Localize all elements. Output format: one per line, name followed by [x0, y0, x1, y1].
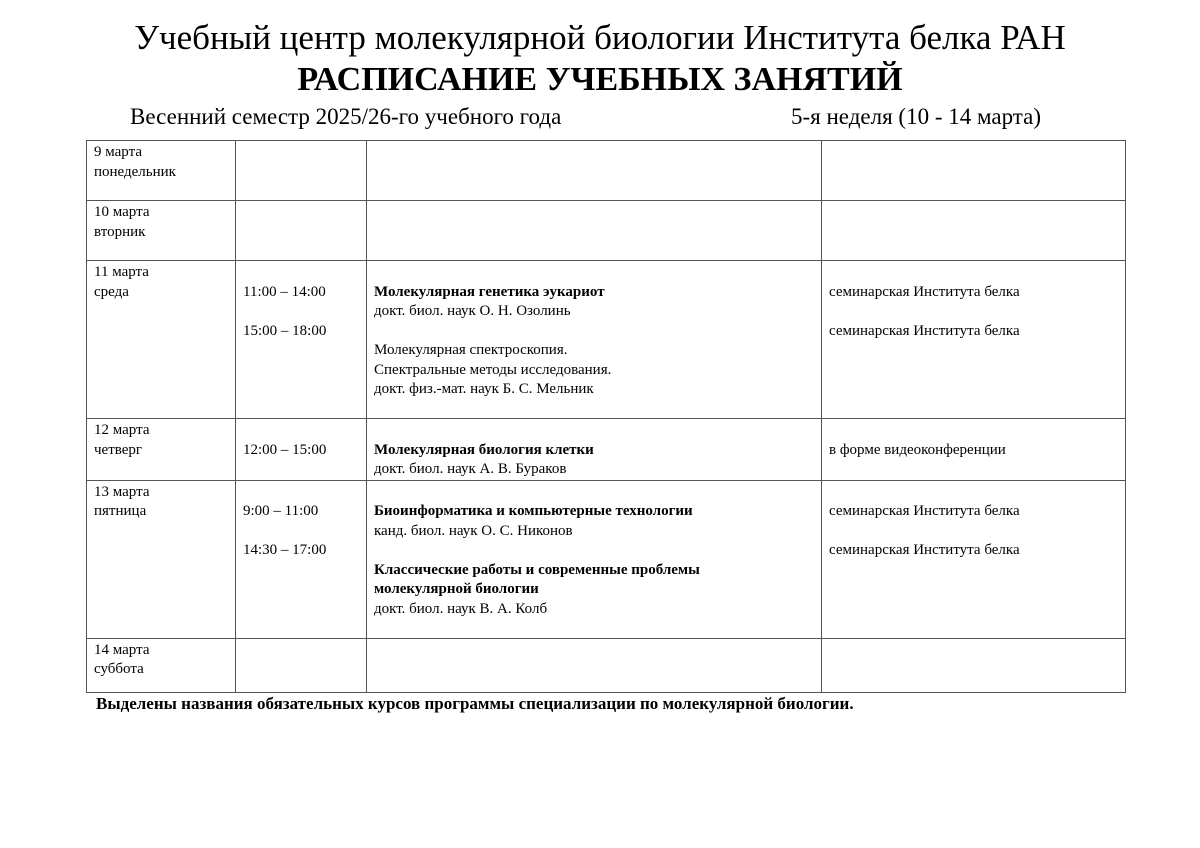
time-cell: [236, 638, 367, 692]
day-date: 14 марта: [94, 641, 150, 658]
room-cell: [822, 419, 1126, 481]
center-title: Учебный центр молекулярной биологии Института белка РАН: [134, 18, 1066, 57]
course-instructor: докт. биол. наук О. Н. Озолинь: [374, 303, 571, 319]
room-cell: [822, 141, 1126, 201]
day-row-friday: [87, 480, 1126, 638]
day-row-tuesday: [87, 201, 1126, 261]
course-cell: [367, 419, 822, 481]
day-weekday: вторник: [94, 223, 146, 240]
session-time: 14:30 – 17:00: [243, 542, 327, 558]
schedule-heading: РАСПИСАНИЕ УЧЕБНЫХ ЗАНЯТИЙ: [297, 61, 903, 98]
course-instructor: докт. биол. наук В. А. Колб: [374, 600, 548, 617]
day-weekday: четверг: [94, 441, 143, 458]
day-row-wednesday: [87, 261, 1126, 419]
room-cell: [822, 480, 1126, 638]
day-date: 13 марта: [94, 483, 150, 500]
room-cell: [822, 201, 1126, 261]
room-cell: [822, 261, 1126, 419]
day-weekday: суббота: [94, 661, 144, 677]
session-room: семинарская Института белка: [829, 542, 1020, 558]
course-title: Молекулярная биология клетки: [374, 441, 594, 458]
session-time: 11:00 – 14:00: [243, 283, 326, 300]
day-weekday: пятница: [94, 503, 147, 519]
course-title: Классические работы и современные проблемы: [374, 561, 700, 578]
day-row-saturday: [87, 638, 1126, 692]
day-weekday: среда: [94, 283, 129, 300]
session-room: семинарская Института белка: [829, 283, 1020, 300]
course-cell: [367, 201, 822, 261]
day-date: 12 марта: [94, 422, 150, 438]
day-cell: [87, 638, 236, 692]
time-cell: [236, 141, 367, 201]
course-instructor: канд. биол. наук О. С. Никонов: [374, 522, 573, 539]
course-title: Биоинформатика и компьютерные технологии: [374, 503, 693, 519]
time-cell: [236, 480, 367, 638]
course-instructor: докт. биол. наук А. В. Бураков: [374, 461, 567, 477]
course-instructor: докт. физ.-мат. наук Б. С. Мельник: [374, 381, 594, 397]
day-date: 11 марта: [94, 264, 149, 280]
footnote: Выделены названия обязательных курсов программы специализации по молекулярной биологии.: [96, 694, 854, 713]
session-time: 15:00 – 18:00: [243, 322, 327, 339]
course-title: Молекулярная генетика эукариот: [374, 283, 605, 300]
course-title-continued: Спектральные методы исследования.: [374, 361, 612, 378]
session-room: семинарская Института белка: [829, 322, 1020, 339]
day-row-monday: [87, 141, 1126, 201]
day-date: 9 марта: [94, 144, 142, 160]
time-cell: [236, 261, 367, 419]
day-cell: [87, 480, 236, 638]
session-time: 12:00 – 15:00: [243, 441, 327, 458]
course-cell: [367, 141, 822, 201]
day-row-thursday: [87, 419, 1126, 481]
session-time: 9:00 – 11:00: [243, 503, 319, 519]
day-date: 10 марта: [94, 204, 150, 220]
course-cell: [367, 261, 822, 419]
course-title-continued: молекулярной биологии: [374, 581, 539, 597]
time-cell: [236, 419, 367, 481]
course-title: Молекулярная спектроскопия.: [374, 342, 568, 358]
day-weekday: понедельник: [94, 163, 176, 180]
day-cell: [87, 419, 236, 481]
course-cell: [367, 480, 822, 638]
day-cell: [87, 201, 236, 261]
time-cell: [236, 201, 367, 261]
schedule-table: [86, 140, 1126, 693]
room-cell: [822, 638, 1126, 692]
week-label: 5-я неделя (10 - 14 марта): [791, 104, 1041, 129]
session-room: в форме видеоконференции: [829, 441, 1006, 458]
semester-label: Весенний семестр 2025/26-го учебного года: [130, 104, 562, 129]
day-cell: [87, 261, 236, 419]
course-cell: [367, 638, 822, 692]
session-room: семинарская Института белка: [829, 503, 1020, 519]
day-cell: [87, 141, 236, 201]
